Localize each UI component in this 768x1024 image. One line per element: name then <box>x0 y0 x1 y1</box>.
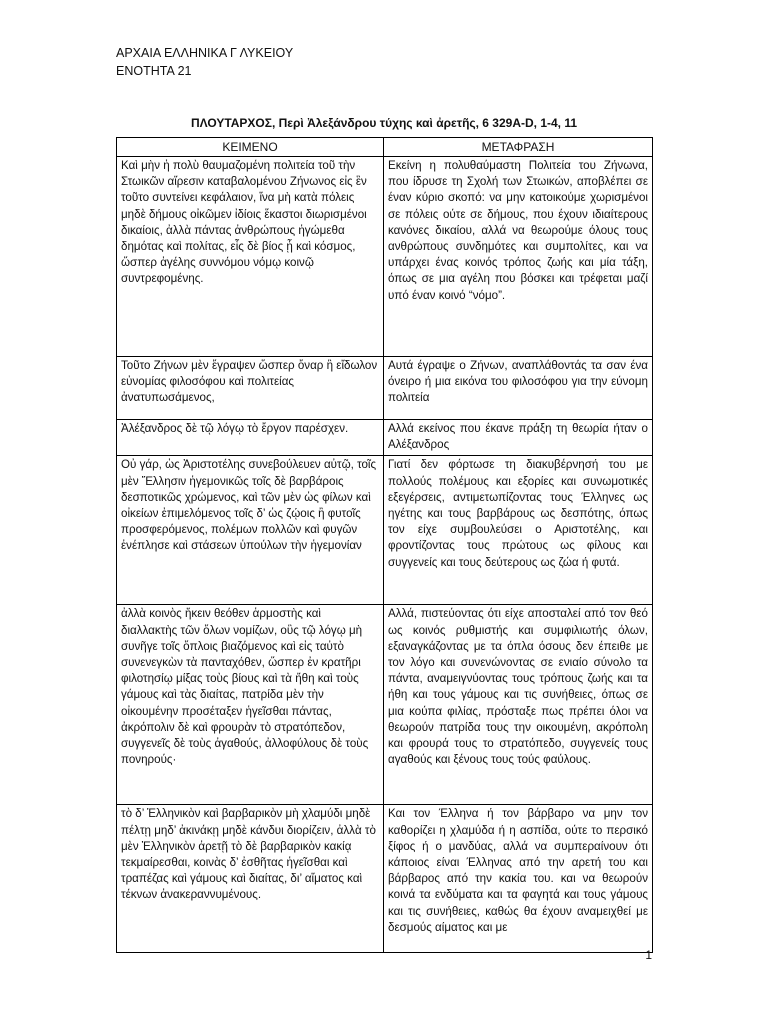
header-subject: ΑΡΧΑΙΑ ΕΛΛΗΝΙΚΑ Γ ΛΥΚΕΙΟΥ <box>116 46 294 60</box>
greek-text-cell: ἀλλὰ κοινὸς ἥκειν θεόθεν ἁρμοστὴς καὶ διαλλακτὴς τῶν ὅλων νομίζων, οὓς τῷ λόγῳ μὴ συνῆγε τοῖς ὅπλοις βιαζόμενος καὶ εἰς ταὐτὸ συνενεγκὼν τὰ πανταχόθεν, ὥσπερ ἐν κρατῆρι φιλοτησίῳ μίξας τοὺς βίους καὶ τὰ ἤθη καὶ τοὺς γάμους καὶ τὰς διαίτας, πατρίδα μὲν τὴν οἰκουμένην προσέταξεν ἡγεῖσθαι πάντας, ἀκρόπολιν δὲ καὶ φρουρὰν τὸ στρατόπεδον, συγγενεῖς δὲ τοὺς ἀγαθούς, ἀλλοφύλους δὲ τοὺς πονηρούς· <box>117 605 384 805</box>
greek-text-cell: Τοῦτο Ζήνων μὲν ἔγραψεν ὥσπερ ὄναρ ἢ εἴδωλον εὐνομίας φιλοσόφου καὶ πολιτείας ἀνατυπωσάμενος, <box>117 357 384 420</box>
translation-cell: Γιατί δεν φόρτωσε τη διακυβέρνησή του με πολλούς πολέμους και εξορίες και συνωμοτικές εξεγέρσεις, αντιμετωπίζοντας τους Έλληνες ως ηγέτης και τους βαρβάρους ως δεσπότης, όπως τον είχε συμβουλεύσει ο Αριστοτέλης, και φροντίζοντας τους πρώτους ως φίλους και συγγενείς και τους δεύτερους ως ζώα ή φυτά. <box>384 456 653 605</box>
text-translation-table <box>116 137 653 953</box>
table-row <box>117 805 653 953</box>
column-header-translation: ΜΕΤΑΦΡΑΣΗ <box>384 138 653 157</box>
header-unit: ΕΝΟΤΗΤΑ 21 <box>116 64 192 78</box>
translation-cell: Και τον Έλληνα ή τον βάρβαρο να μην τον καθορίζει η χλαμύδα ή η ασπίδα, ούτε το περσικό ξίφος ή ο μανδύας, αλλά να συμπεραίνουν ότι κάποιος είναι Έλληνας από την αρετή του και βάρβαρος από την κακία του. και να θεωρούν κοινά τα ενδύματα και τα φαγητά και τους γάμους και τις συνήθειες, καθώς θα έχουν αναμειχθεί με δεσμούς αίματος και με <box>384 805 653 953</box>
translation-cell: Αλλά, πιστεύοντας ότι είχε αποσταλεί από τον θεό ως κοινός ρυθμιστής και συμφιλιωτής όλων, εξαναγκάζοντας με τα όπλα όσους δεν έπειθε με τον λόγο και συνενώνοντας σε ενιαίο σύνολο τα πάντα, αναμειγνύοντας τους τρόπους ζωής και τα ήθη και τους γάμους και τις συνήθειες, όπως σε μια κούπα φιλίας, πρόσταξε πως πρέπει όλοι να θεωρούν πατρίδα τους την οικουμένη, ακρόπολη και φρουρά τους το στρατόπεδο, συγγενείς τους αγαθούς και ξένους τους τούς φαύλους. <box>384 605 653 805</box>
table-row <box>117 420 653 456</box>
translation-cell: Αυτά έγραψε ο Ζήνων, αναπλάθοντάς τα σαν ένα όνειρο ή μια εικόνα του φιλοσόφου για την εύνομη πολιτεία <box>384 357 653 420</box>
document-title: ΠΛΟΥΤΑΡΧΟΣ, Περὶ Ἀλεξάνδρου τύχης καὶ ἀρετῆς, 6 329A-D, 1-4, 11 <box>190 116 578 130</box>
greek-text-cell: τὸ δ’ Ἑλληνικὸν καὶ βαρβαρικὸν μὴ χλαμύδι μηδὲ πέλτῃ μηδ’ ἀκινάκῃ μηδὲ κάνδυι διορίζειν, ἀλλὰ τὸ μὲν Ἑλληνικὸν ἀρετῇ τὸ δὲ βαρβαρικὸν κακίᾳ τεκμαίρεσθαι, κοινὰς δ’ ἐσθῆτας ἡγεῖσθαι καὶ τραπέζας καὶ γάμους καὶ διαίτας, δι’ αἵματος καὶ τέκνων ἀνακεραννυμένους. <box>117 805 384 953</box>
document-header <box>116 44 293 80</box>
greek-text-cell: Καὶ μὴν ἡ πολὺ θαυμαζομένη πολιτεία τοῦ τὴν Στωικῶν αἵρεσιν καταβαλομένου Ζήνωνος εἰς ἓν τοῦτο συντείνει κεφάλαιον, ἵνα μὴ κατὰ πόλεις μηδὲ δήμους οἰκῶμεν ἰδίοις ἕκαστοι διωρισμένοι δικαίοις, ἀλλὰ πάντας ἀνθρώπους ἡγώμεθα δημότας καὶ πολίτας, εἷς δὲ βίος ᾖ καὶ κόσμος, ὥσπερ ἀγέλης συννόμου νόμῳ κοινῷ συντρεφομένης. <box>117 157 384 357</box>
greek-text-cell: Οὐ γάρ, ὡς Ἀριστοτέλης συνεβούλευεν αὐτῷ, τοῖς μὲν Ἕλλησιν ἡγεμονικῶς τοῖς δὲ βαρβάροις δεσποτικῶς χρώμενος, καὶ τῶν μὲν ὡς φίλων καὶ οἰκείων ἐπιμελόμενος τοῖς δ’ ὡς ζῴοις ἢ φυτοῖς προσφερόμενος, πολέμων πολλῶν καὶ φυγῶν ἐνέπλησε καὶ στάσεων ὑπούλων τὴν ἡγεμονίαν <box>117 456 384 605</box>
table-header-row <box>117 138 653 157</box>
table-row <box>117 157 653 357</box>
table-row <box>117 456 653 605</box>
page-number: 1 <box>645 948 652 962</box>
translation-cell: Αλλά εκείνος που έκανε πράξη τη θεωρία ήταν ο Αλέξανδρος <box>384 420 653 456</box>
translation-cell: Εκείνη η πολυθαύμαστη Πολιτεία του Ζήνωνα, που ίδρυσε τη Σχολή των Στωικών, αποβλέπει σε έναν κύριο σκοπό: να μην κατοικούμε χωρισμένοι σε πόλεις ούτε σε δήμους, που έχουν ιδιαίτερους κανόνες δικαίου, αλλά να θεωρούμε όλους τους ανθρώπους συνδημότες και συμπολίτες, και να υπάρχει ένας κοινός τρόπος ζωής και μία τάξη, όπως σε μια αγέλη που βόσκει και τρέφεται μαζί υπό έναν κοινό “νόμο”. <box>384 157 653 357</box>
column-header-text: ΚΕΙΜΕΝΟ <box>117 138 384 157</box>
greek-text-cell: Ἀλέξανδρος δὲ τῷ λόγῳ τὸ ἔργον παρέσχεν. <box>117 420 384 456</box>
table-row <box>117 605 653 805</box>
table-row <box>117 357 653 420</box>
